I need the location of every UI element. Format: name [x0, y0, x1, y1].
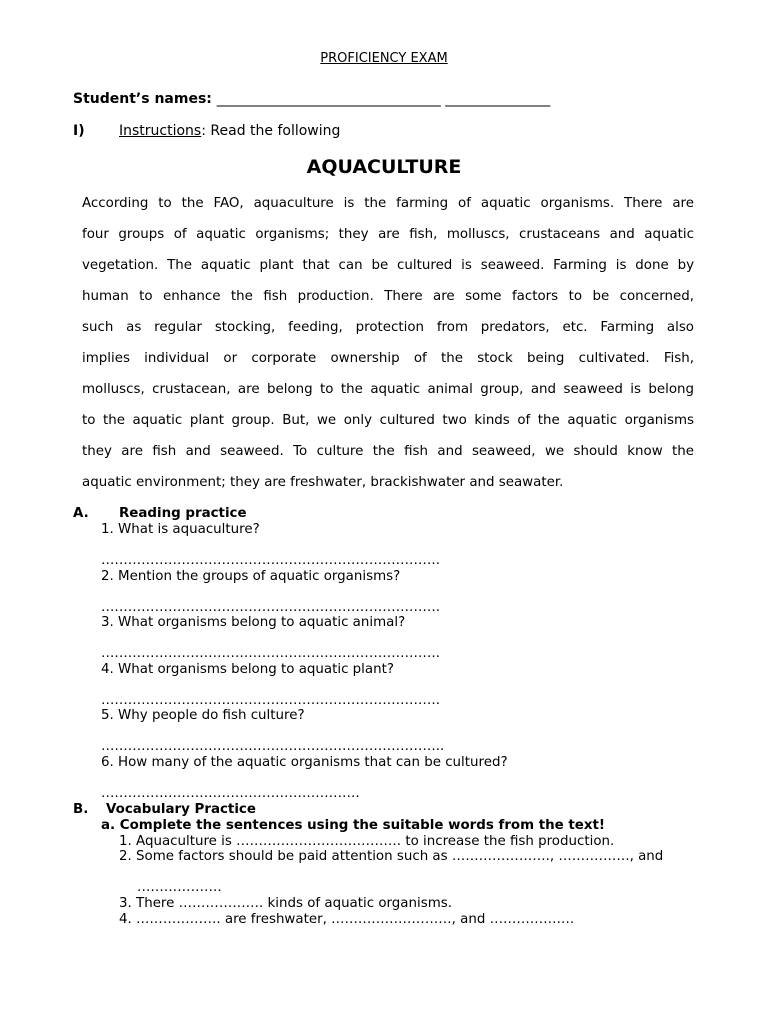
vocab-item-2-continued: ……………….: [137, 880, 222, 895]
student-names-blank: ________________________________ _______________: [216, 91, 551, 107]
vocabulary-practice-heading: [73, 802, 256, 817]
answer-line-2[interactable]: ………………………………………………………………….: [101, 600, 441, 615]
vocab-section-title: Vocabulary Practice: [106, 802, 256, 817]
vocab-item-4: 4. ………………. are freshwater, ………………………, and ……………….: [119, 912, 575, 927]
question-4: 4. What organisms belong to aquatic plant?: [101, 662, 394, 677]
answer-line-1[interactable]: ………………………………………………………………….: [101, 553, 441, 568]
instructions-row: [73, 123, 340, 139]
passage-line: molluscs, crustacean, are belong to the aquatic animal group, and seaweed is belong: [82, 382, 694, 397]
exam-title: PROFICIENCY EXAM: [320, 51, 448, 66]
passage-line: According to the FAO, aquaculture is the farming of aquatic organisms. There are: [82, 196, 694, 211]
vocab-item-2: 2. Some factors should be paid attention such as …………………., ……………., and: [119, 849, 664, 864]
reading-section-label: A.: [73, 506, 89, 521]
passage-heading: AQUACULTURE: [306, 156, 462, 178]
student-names-label: Student’s names:: [73, 91, 217, 107]
answer-line-4[interactable]: ………………………………………………………………….: [101, 693, 441, 708]
passage-line: they are fish and seaweed. To culture the fish and seaweed, we should know the: [82, 444, 694, 459]
question-2: 2. Mention the groups of aquatic organisms?: [101, 569, 401, 584]
passage-line: implies individual or corporate ownership of the stock being cultivated. Fish,: [82, 351, 694, 366]
answer-line-6[interactable]: ………………………………………………….: [101, 786, 360, 801]
answer-line-5[interactable]: …………………………………………………………………..: [101, 739, 445, 754]
section-number: I): [73, 123, 85, 139]
passage-line: such as regular stocking, feeding, protection from predators, etc. Farming also: [82, 320, 694, 335]
passage-line: vegetation. The aquatic plant that can be cultured is seaweed. Farming is done by: [82, 258, 694, 273]
instructions-label: Instructions: [119, 123, 202, 139]
passage-body: [82, 188, 694, 498]
question-1: 1. What is aquaculture?: [101, 522, 260, 537]
passage-line: four groups of aquatic organisms; they are fish, molluscs, crustaceans and aquatic: [82, 227, 694, 242]
passage-line: aquatic environment; they are freshwater, brackishwater and seawater.: [82, 475, 564, 490]
vocab-instruction: a. Complete the sentences using the suitable words from the text!: [101, 818, 606, 833]
reading-section-title: Reading practice: [119, 506, 247, 521]
question-5: 5. Why people do fish culture?: [101, 708, 305, 723]
student-names-row: [73, 91, 550, 107]
question-6: 6. How many of the aquatic organisms that can be cultured?: [101, 755, 508, 770]
vocab-section-label: B.: [73, 802, 89, 817]
question-3: 3. What organisms belong to aquatic animal?: [101, 615, 406, 630]
answer-line-3[interactable]: ………………………………………………………………….: [101, 646, 441, 661]
instructions-text: : Read the following: [201, 123, 341, 139]
vocab-item-3: 3. There ………………. kinds of aquatic organisms.: [119, 896, 452, 911]
reading-practice-heading: [73, 506, 247, 521]
passage-line: human to enhance the fish production. There are some factors to be concerned,: [82, 289, 694, 304]
passage-line: to the aquatic plant group. But, we only cultured two kinds of the aquatic organisms: [82, 413, 694, 428]
vocab-item-1: 1. Aquaculture is ………………………………. to increase the fish production.: [119, 834, 615, 849]
